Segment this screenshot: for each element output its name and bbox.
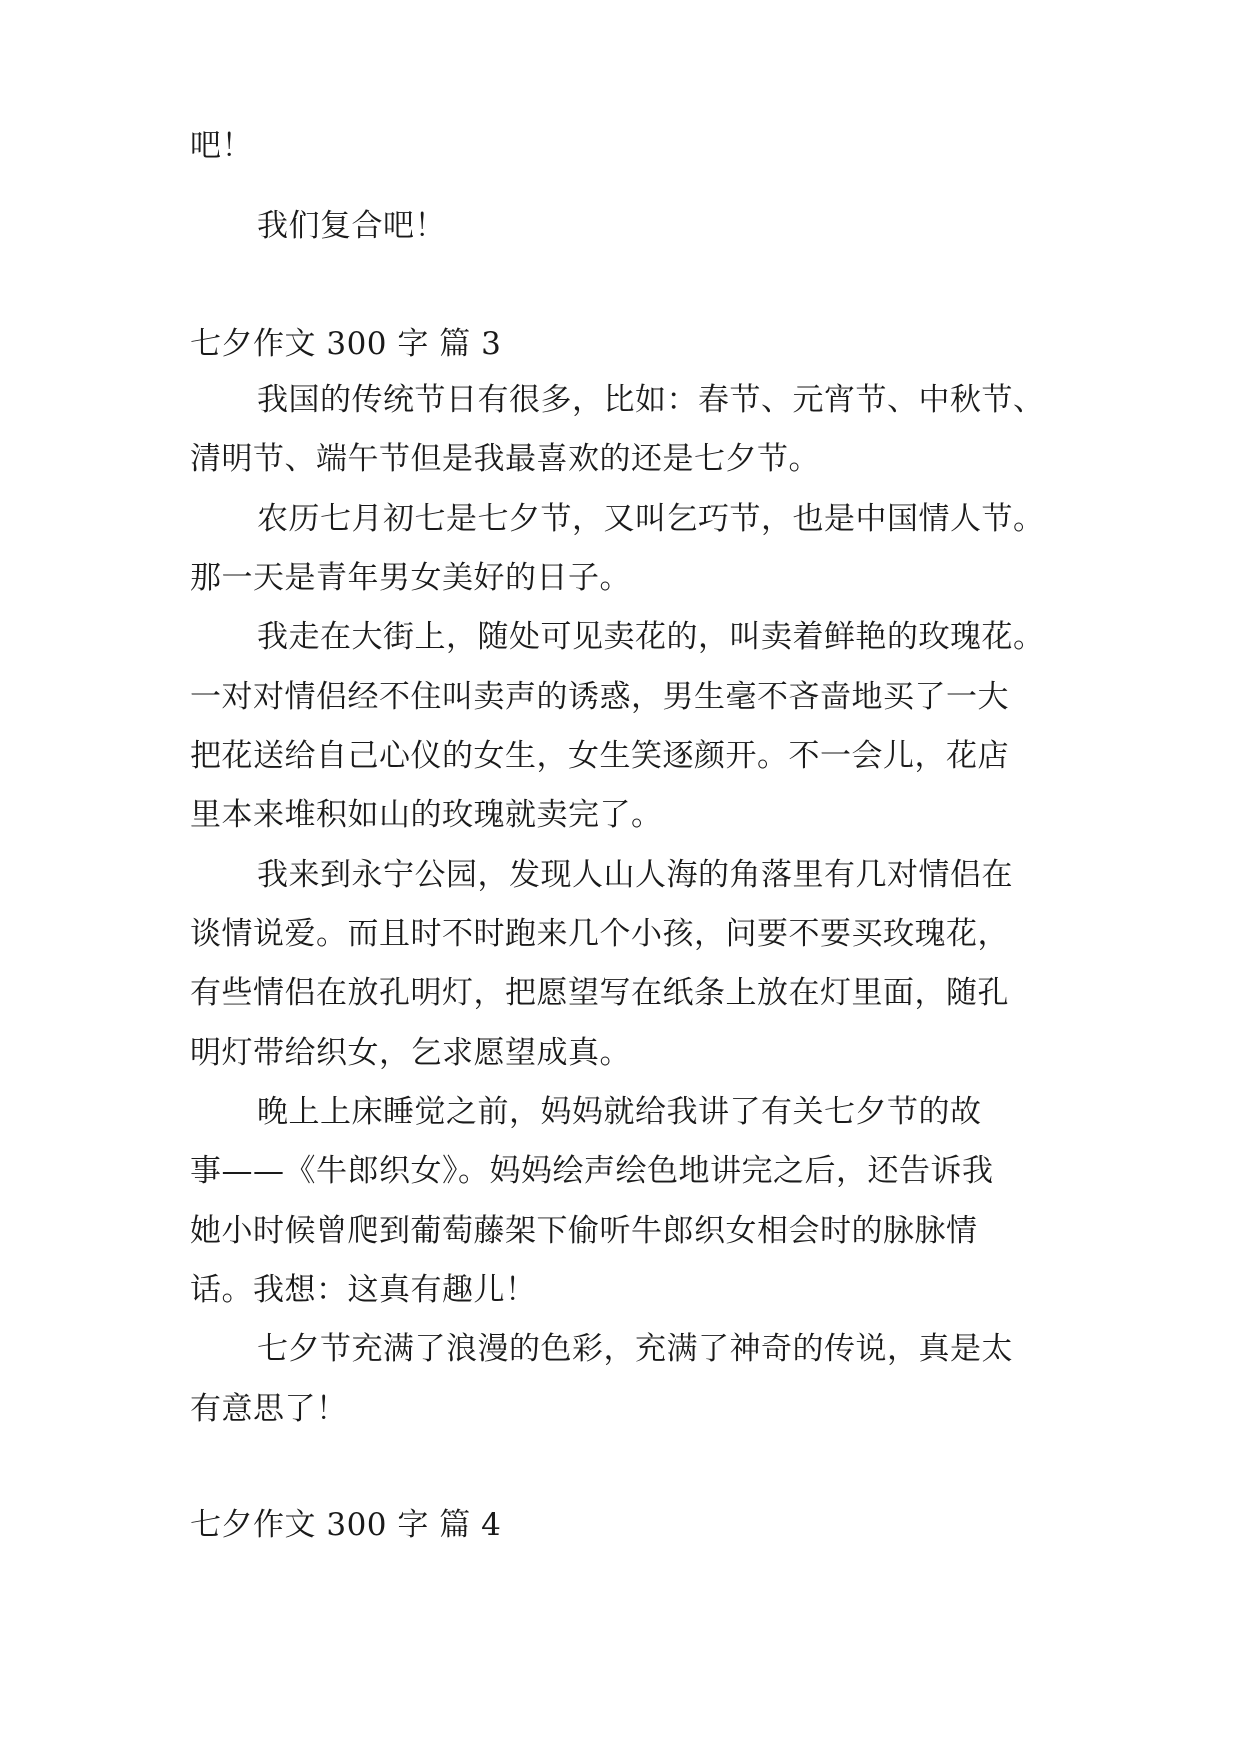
text-line: 事——《牛郎织女》。妈妈绘声绘色地讲完之后，还告诉我 — [190, 1153, 994, 1189]
text-line: 里本来堆积如山的玫瑰就卖完了。 — [190, 797, 663, 833]
text-line: 我走在大街上，随处可见卖花的，叫卖着鲜艳的玫瑰花。 — [257, 619, 1045, 655]
text-line: 吧！ — [190, 128, 253, 164]
text-line: 谈情说爱。而且时不时跑来几个小孩，问要不要买玫瑰花， — [190, 916, 1009, 952]
text-line: 农历七月初七是七夕节，又叫乞巧节，也是中国情人节。 — [257, 501, 1045, 537]
text-line: 有些情侣在放孔明灯，把愿望写在纸条上放在灯里面，随孔 — [190, 975, 1009, 1011]
text-line: 七夕节充满了浪漫的色彩，充满了神奇的传说，真是太 — [257, 1331, 1013, 1367]
section-heading: 七夕作文 300 字 篇 3 — [190, 326, 502, 362]
text-line: 她小时候曾爬到葡萄藤架下偷听牛郎织女相会时的脉脉情 — [190, 1213, 978, 1249]
text-line: 晚上上床睡觉之前，妈妈就给我讲了有关七夕节的故 — [257, 1094, 982, 1130]
section-heading: 七夕作文 300 字 篇 4 — [190, 1507, 502, 1543]
text-line: 我来到永宁公园，发现人山人海的角落里有几对情侣在 — [257, 857, 1013, 893]
text-line: 一对对情侣经不住叫卖声的诱惑，男生毫不吝啬地买了一大 — [190, 679, 1009, 715]
text-line: 那一天是青年男女美好的日子。 — [190, 560, 631, 596]
text-line: 清明节、端午节但是我最喜欢的还是七夕节。 — [190, 441, 820, 477]
text-line: 我国的传统节日有很多，比如：春节、元宵节、中秋节、 — [257, 382, 1045, 418]
text-line: 有意思了！ — [190, 1391, 348, 1427]
text-line: 明灯带给织女，乞求愿望成真。 — [190, 1035, 631, 1071]
text-line: 我们复合吧！ — [257, 208, 446, 244]
text-line: 话。我想：这真有趣儿！ — [190, 1272, 537, 1308]
text-line: 把花送给自己心仪的女生，女生笑逐颜开。不一会儿，花店 — [190, 738, 1009, 774]
